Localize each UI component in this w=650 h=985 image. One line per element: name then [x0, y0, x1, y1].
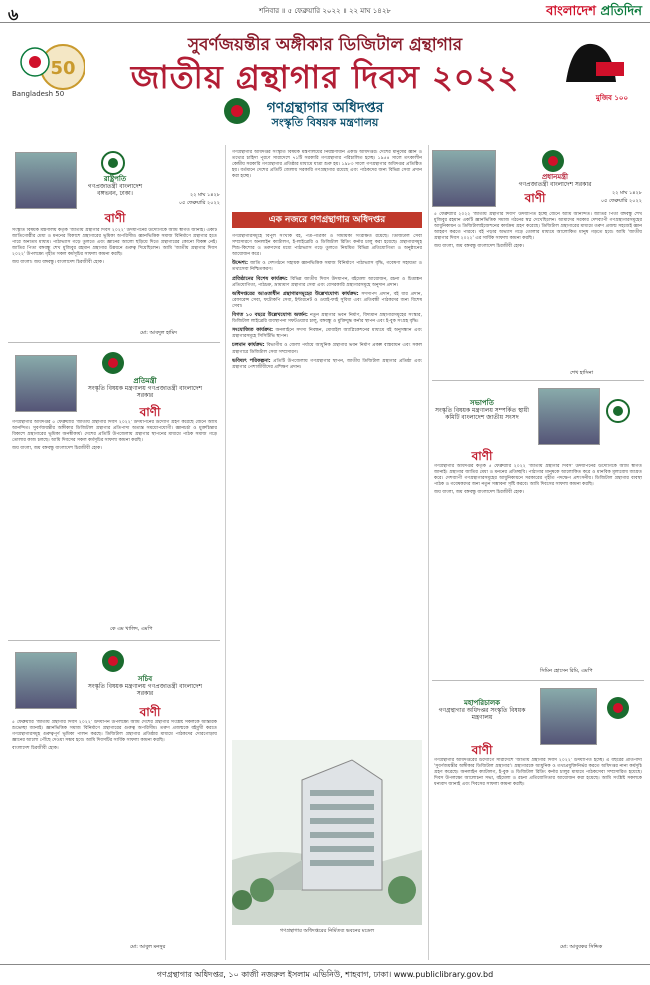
pm-signer: শেখ হাসিনা: [570, 370, 594, 376]
minister-badge: [80, 378, 210, 399]
footer: গণগ্রন্থাগার অধিদপ্তর, ১০ কাজী নজরুল ইসলাম এভিনিউ, শাহবাগ, ঢাকা। www.publiclibrary.gov.bd: [0, 964, 650, 985]
pm-date-bangla: ২২ মাঘ ১৪২৮: [612, 190, 642, 196]
secretary-photo: [15, 652, 77, 709]
center-sub7-body: প্রতিটি উপজেলায় গণগ্রন্থাগার স্থাপন, জাতীয় ডিজিটাল গ্রন্থাগার প্রতিষ্ঠা এবং গ্রন্থাগার পেশাজীবীদের প্রশিক্ষণ প্রদান।: [232, 358, 422, 370]
center-sub5-body: অনলাইনে সদস্য নিবন্ধন, মোবাইল অ্যাপ্লিকেশনের মাধ্যমে বই অনুসন্ধান এবং গ্রন্থাগারসমূহে সিসিটিভি স্থাপন।: [232, 328, 422, 340]
pm-seal-icon: [540, 148, 566, 174]
center-sub5: সংযোজিত কার্যক্রম:: [232, 327, 273, 334]
secretary-body: ৫ ফেব্রুয়ারি 'জাতীয় গ্রন্থাগার দিবস ২০২২' উদযাপন উপলক্ষ্যে আমি দেশের গ্রন্থাগার সংশ্লিষ্ট সকলকে আন্তরিক শুভেচ্ছা জানাই। জ্ঞানভিত্তিক সমাজ বিনির্মাণে গ্রন্থাগারের গুরুত্ব অপরিসীম। তরুণ প্রজন্মকে বইমুখী করতে গণগ্রন্থাগারসমূহ গুরুত্বপূর্ণ ভূমিকা পালন করছে। ডিজিটাল গ্রন্থাগার প্রতিষ্ঠার মাধ্যমে পাঠকদের দোরগোড়ায় জ্ঞানের আলো পৌঁছে দেওয়া সম্ভব হবে। আমি দিবসটির সার্বিক সাফল্য কামনা করছি।: [12, 720, 217, 744]
building-caption: গণগ্রন্থাগার অধিদপ্তরের নির্মিতব্য ভবনের মডেল: [279, 928, 375, 934]
organization-name: গণগ্রন্থাগার অধিদপ্তর: [266, 100, 384, 116]
library-building-illustration: [232, 740, 422, 925]
minister-heading: বাণী: [139, 405, 161, 419]
svg-text:50: 50: [50, 58, 76, 79]
center-sub6-body: বিভাগীয় ও জেলা পর্যায়ে আধুনিক গ্রন্থাগার ভবন নির্মাণ প্রকল্প বাস্তবায়ন এবং সকল গ্রন্থাগারে ডিজিটাল সেবা সম্প্রসারণ।: [232, 343, 422, 355]
sabhapati-photo: [538, 388, 600, 445]
column-divider-right: [428, 145, 429, 960]
center-sub3-body: সদস্যপদ প্রদান, বই ধার প্রদান, রেফারেন্স সেবা, ফটোকপি সেবা, ইন্টারনেট ও ওয়াই-ফাই সুবিধা এবং প্রতিবন্ধী পাঠকদের জন্য বিশেষ সেবা।: [232, 291, 422, 309]
sabhapati-badge-sub: সংস্কৃতি বিষয়ক মন্ত্রণালয় সম্পর্কিত স্থায়ী কমিটি বাংলাদেশ জাতীয় সংসদ: [435, 407, 529, 421]
minister-badge-sub: সংস্কৃতি বিষয়ক মন্ত্রণালয় গণপ্রজাতন্ত্রী বাংলাদেশ সরকার: [87, 385, 203, 399]
center-para2: গণগ্রন্থাগারসমূহে বিপুল সংখ্যক বই, পত্র-পত্রিকা ও সাময়িকী সংরক্ষিত রয়েছে। ডিজিটাল সেবা সম্প্রসারণে অনলাইন ক্যাটালগ, ই-লাইব্রেরি ও ডিজিটাল রিডিং কর্নার চালু করা হয়েছে। গ্রন্থাগারসমূহ শিশু-কিশোর ও তরুণদের মধ্যে পাঠাভ্যাস গড়ে তুলতে নিয়মিত বিভিন্ন প্রতিযোগিতা ও অনুষ্ঠানের আয়োজন করে।: [232, 234, 422, 258]
minister-body: গণগ্রন্থাগার অধিদপ্তর ৫ ফেব্রুয়ারি 'জাতীয় গ্রন্থাগার দিবস ২০২২' উদযাপনের উদ্যোগ গ্রহণ করেছে জেনে আমি আনন্দিত। সুবর্ণজয়ন্তীর অঙ্গীকার ডিজিটাল গ্রন্থাগার প্রতিপাদ্য অত্যন্ত সময়োপযোগী। জ্ঞানচর্চা ও মুক্তচিন্তার বিকাশে গ্রন্থাগারের ভূমিকা অনস্বীকার্য। দেশের প্রতিটি উপজেলায় গ্রন্থাগার স্থাপনের মাধ্যমে পাঠক সমাজ গড়ে তোলার কাজ চলছে। আমি দিবসের সকল কর্মসূচির সাফল্য কামনা করছি।: [12, 420, 217, 444]
sabhapati-message: [434, 464, 642, 614]
secretary-badge-sub: সংস্কৃতি বিষয়ক মন্ত্রণালয় গণপ্রজাতন্ত্রী বাংলাদেশ সরকার: [87, 683, 203, 697]
president-seal-icon: [100, 150, 126, 176]
dg-body: গণগ্রন্থাগার অধিদপ্তরের উদ্যোগে সারাদেশে 'জাতীয় গ্রন্থাগার দিবস ২০২২' উদযাপিত হচ্ছে। এ বছরের প্রতিপাদ্য 'সুবর্ণজয়ন্তীর অঙ্গীকার ডিজিটাল গ্রন্থাগার'। গ্রন্থাগারকে আধুনিক ও তথ্যপ্রযুক্তিনির্ভর করতে অধিদপ্তর নানা কর্মসূচি গ্রহণ করেছে। অনলাইন ক্যাটালগ, ই-বুক ও ডিজিটাল রিডিং কর্নার চালুর মাধ্যমে পাঠকসেবা সম্প্রসারিত হয়েছে। দিবস উপলক্ষ্যে আলোচনা সভা, বইমেলা ও রচনা প্রতিযোগিতার আয়োজন করা হয়েছে। আমি সংশ্লিষ্ট সকলকে ধন্যবাদ জানাই এবং দিবসের সাফল্য কামনা করছি।: [434, 758, 642, 788]
banner-title: জাতীয় গ্রন্থাগার দিবস ২০২২: [130, 58, 520, 96]
right-logo-label: মুজিব ১০০: [595, 94, 628, 102]
pm-badge-title: প্রধানমন্ত্রী: [541, 173, 569, 181]
secretary-signer: মো: আবুল মনসুর: [130, 944, 166, 950]
president-message: [12, 228, 217, 328]
center-sub4-body: নতুন গ্রন্থাগার ভবন নির্মাণ, বিদ্যমান গ্রন্থাগারসমূহের সংস্কার, ডিজিটাল লাইব্রেরি ব্যবস্থাপনা সফটওয়্যার চালু, বঙ্গবন্ধু ও মুক্তিযুদ্ধ কর্নার স্থাপন এবং ই-বুক সংগ্রহ বৃদ্ধি।: [232, 313, 422, 325]
pm-date: [580, 190, 642, 206]
secretary-message: [12, 720, 217, 930]
center-sub2: প্রতিষ্ঠানের বিশেষ কার্যক্রম:: [232, 275, 288, 282]
center-sub4: বিগত ১০ বছরে উল্লেখযোগ্য অর্জন:: [232, 312, 308, 319]
pm-closing: জয় বাংলা, জয় বঙ্গবন্ধু বাংলাদেশ চিরজীবী হোক।: [434, 244, 524, 250]
center-sub3: অধিদপ্তরের আওতাধীন গ্রন্থাগারসমূহের উল্লেখযোগ্য কার্যক্রম:: [232, 290, 359, 297]
center-heading: এক নজরে গণগ্রন্থাগার অধিদপ্তর: [232, 212, 422, 228]
left-logo-label: Bangladesh 50: [12, 90, 65, 98]
masthead: [546, 2, 642, 23]
minister-message: [12, 420, 217, 570]
center-sub1-body: জাতি ও দেশগঠনে সহায়ক জ্ঞানভিত্তিক সমাজ বিনির্মাণে পাঠাভ্যাস বৃদ্ধি, গবেষণা সহায়তা ও তথ্যসেবা নিশ্চিতকরণ।: [232, 261, 422, 273]
president-badge-title: রাষ্ট্রপতি: [103, 175, 127, 183]
pm-photo: [432, 150, 496, 207]
sabhapati-badge: [432, 400, 532, 421]
pm-badge-sub: গণপ্রজাতন্ত্রী বাংলাদেশ সরকার: [518, 181, 592, 188]
dg-badge: [432, 700, 532, 721]
parliament-seal-icon: [605, 398, 631, 424]
sabhapati-closing: জয় বাংলা, জয় বঙ্গবন্ধু বাংলাদেশ চিরজীবী হোক।: [434, 490, 524, 496]
center-intro: গণগ্রন্থাগার অধিদপ্তর সংস্কৃতি বিষয়ক মন্ত্রণালয়ের নিয়ন্ত্রণাধীন একটি অধিদপ্তর। দেশের মানুষের জ্ঞান ও তথ্যের চাহিদা পূরণে সারাদেশে ৭১টি সরকারি গণগ্রন্থাগার পরিচালিত হচ্ছে। ১৯৫৪ সালে তৎকালীন কেন্দ্রীয় সরকারি গণগ্রন্থাগার প্রতিষ্ঠার মাধ্যমে যাত্রা শুরু হয়। ১৯৮৩ সালে গণগ্রন্থাগার অধিদপ্তর প্রতিষ্ঠিত হয়। বর্তমানে দেশের প্রতিটি জেলায় সরকারি গণগ্রন্থাগার রয়েছে এবং পাঠকদের জন্য বিভিন্ন সেবা প্রদান করা হচ্ছে।: [232, 150, 422, 180]
center-sub6: চলমান কার্যক্রম:: [232, 342, 265, 349]
center-sub1: উদ্দেশ্য:: [232, 260, 249, 267]
minister-badge-title: প্রতিমন্ত্রী: [133, 377, 157, 385]
ministry-name: সংস্কৃতি বিষয়ক মন্ত্রণালয়: [271, 116, 379, 129]
president-photo: [15, 152, 77, 209]
banner-tagline: সুবর্ণজয়ন্তীর অঙ্গীকার ডিজিটাল গ্রন্থাগার: [187, 35, 463, 55]
center-body: [232, 234, 422, 734]
sabhapati-signer: সিমিন হোসেন রিমি, এমপি: [540, 668, 593, 674]
pm-heading: বাণী: [524, 191, 546, 205]
minister-signer: কে এম খালিদ, এমপি: [110, 626, 153, 632]
sabhapati-body: গণগ্রন্থাগার অধিদপ্তর কর্তৃক ৫ ফেব্রুয়ারি ২০২২ 'জাতীয় গ্রন্থাগার দিবস' উদযাপনের উদ্যোগকে আমি স্বাগত জানাই। গ্রন্থাগার জাতির মেধা ও মননের প্রতিচ্ছবি। পাঠাগার মানুষকে আলোকিত করে ও মানবিক মূল্যবোধ জাগ্রত করে। দেশব্যাপী গণগ্রন্থাগারসমূহের আধুনিকায়নে সরকারের গৃহীত পদক্ষেপ প্রশংসনীয়। ডিজিটাল গ্রন্থাগার ব্যবস্থা পাঠক ও গবেষকদের জন্য নতুন সম্ভাবনা সৃষ্টি করবে। আমি দিবসের সাফল্য কামনা করছি।: [434, 464, 642, 488]
sabhapati-badge-title: সভাপতি: [470, 399, 494, 407]
president-closing: জয় বাংলা। জয় বঙ্গবন্ধু। বাংলাদেশ চিরজীবী হোক।: [12, 260, 104, 266]
pm-date-english: ০৫ ফেব্রুয়ারি ২০২২: [600, 198, 642, 204]
page-number: ৬: [8, 5, 19, 24]
president-date-english: ০৫ ফেব্রুয়ারি ২০২২: [178, 200, 220, 206]
dg-message: [434, 758, 642, 938]
president-date: [155, 192, 220, 208]
masthead-b: প্রতিদিন: [600, 4, 642, 19]
date-line: শনিবার ॥ ৫ ফেব্রুয়ারি ২০২২ ॥ ২২ মাঘ ১৪২৮: [259, 7, 391, 15]
divider: [8, 640, 220, 641]
pm-badge: [500, 174, 610, 188]
pm-message: [434, 212, 642, 362]
pm-body: ৫ ফেব্রুয়ারি ২০২২ 'জাতীয় গ্রন্থাগার দিবস' উদযাপিত হচ্ছে জেনে আমি আনন্দিত। জাতির পিতা বঙ্গবন্ধু শেখ মুজিবুর রহমান একটি জ্ঞানভিত্তিক সমাজ গঠনের স্বপ্ন দেখেছিলেন। আমাদের সরকার দেশব্যাপী গণগ্রন্থাগারসমূহের আধুনিকায়ন ও ডিজিটালাইজেশনের কার্যক্রম গ্রহণ করেছে। ডিজিটাল গ্রন্থাগারের মাধ্যমে তরুণ প্রজন্ম সহজেই জ্ঞান আহরণ করতে পারবে। বই পড়ার অভ্যাস গড়ে তোলার মাধ্যমে আলোকিত মানুষ গড়তে হবে। আমি 'জাতীয় গ্রন্থাগার দিবস ২০২২' এর সার্বিক সাফল্য কামনা করছি।: [434, 212, 642, 242]
center-intro-top: [232, 150, 422, 208]
president-date-bangla: ২২ মাঘ ১৪২৮: [190, 192, 220, 198]
masthead-a: বাংলাদেশ: [546, 4, 596, 19]
president-badge: [80, 176, 150, 197]
dg-badge-title: মহাপরিচালক: [463, 699, 501, 707]
secretary-badge-title: সচিব: [137, 675, 153, 683]
government-seal-icon: [605, 695, 631, 721]
column-divider-left: [225, 145, 226, 960]
dg-heading: বাণী: [471, 743, 493, 757]
secretary-badge: [80, 676, 210, 697]
sabhapati-heading: বাণী: [471, 449, 493, 463]
president-signer: মো: আবদুল হামিদ: [140, 330, 177, 336]
divider: [432, 680, 644, 681]
divider: [432, 380, 644, 381]
minister-closing: জয় বাংলা, জয় বঙ্গবন্ধু বাংলাদেশ চিরজীবী হোক।: [12, 446, 102, 452]
government-seal-icon: [100, 350, 126, 376]
center-sub7: ভবিষ্যৎ পরিকল্পনা:: [232, 357, 271, 364]
president-body: সংস্কৃতি বিষয়ক মন্ত্রণালয় কর্তৃক 'জাতীয় গ্রন্থাগার দিবস ২০২২' উদযাপনের উদ্যোগকে আমি স্বাগত জানাই। একটি জাতিগোষ্ঠীর মেধা ও মননের বিকাশে গ্রন্থাগারের ভূমিকা অপরিসীম। জ্ঞানভিত্তিক সমাজ বিনির্মাণে গ্রন্থাগার হতে পারে অন্যতম মাধ্যম। পাঠাভ্যাস গড়ে তুলতে এবং জ্ঞানের আলো ছড়িয়ে দিতে গ্রন্থাগারের কোনো বিকল্প নেই। জাতির পিতা বঙ্গবন্ধু শেখ মুজিবুর রহমান গ্রন্থাগার উন্নয়নে গুরুত্ব দিয়েছিলেন। আমি 'জাতীয় গ্রন্থাগার দিবস ২০২২' উপলক্ষ্যে গৃহীত সকল কর্মসূচির সাফল্য কামনা করছি।: [12, 228, 217, 258]
center-sub2-body: বিভিন্ন জাতীয় দিবস উদযাপন, বইমেলা আয়োজন, রচনা ও চিত্রাঙ্কন প্রতিযোগিতা, পাঠচক্র, ভ্রাম্যমাণ গ্রন্থাগার সেবা এবং বেসরকারি গ্রন্থাগারসমূহে অনুদান প্রদান।: [232, 276, 422, 288]
government-seal-icon: [100, 648, 126, 674]
secretary-closing: বাংলাদেশ চিরজীবী হোক।: [12, 746, 59, 752]
mujib-100-logo: [552, 32, 632, 92]
president-badge-sub: গণপ্রজাতন্ত্রী বাংলাদেশ বঙ্গভবন, ঢাকা।: [87, 183, 143, 197]
minister-photo: [15, 355, 77, 412]
secretary-heading: বাণী: [139, 705, 161, 719]
dg-badge-sub: গণগ্রন্থাগার অধিদপ্তর সংস্কৃতি বিষয়ক মন্ত্রণালয়: [438, 707, 526, 721]
dg-photo: [540, 688, 597, 745]
dg-signer: মো: আবুবকর সিদ্দিক: [560, 944, 603, 950]
president-heading: বাণী: [104, 211, 126, 225]
divider: [8, 342, 220, 343]
